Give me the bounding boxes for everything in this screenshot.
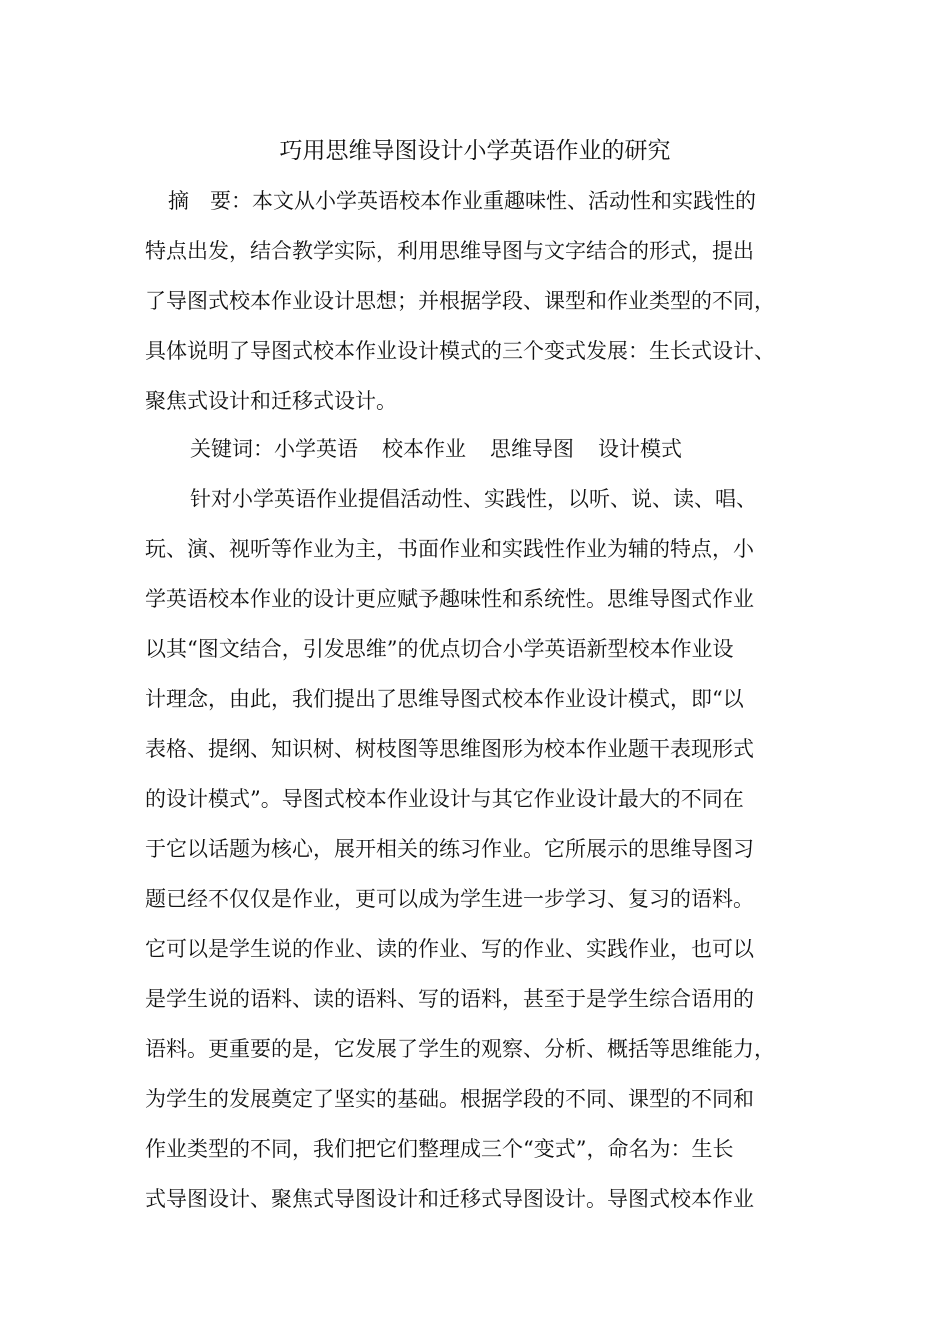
body-line: 表格、提纲、知识树、树枝图等思维图形为校本作业题干表现形式 — [145, 737, 754, 761]
body-line: 针对小学英语作业提倡活动性、实践性，以听、说、读、唱、 — [190, 487, 757, 511]
body-line: 它可以是学生说的作业、读的作业、写的作业、实践作业，也可以 — [145, 937, 754, 961]
keyword: 小学英语 — [274, 437, 358, 461]
abstract-line: 了导图式校本作业设计思想；并根据学段、课型和作业类型的不同， — [145, 289, 775, 313]
body-line: 题已经不仅仅是作业，更可以成为学生进一步学习、复习的语料。 — [145, 887, 754, 911]
abstract-line: 特点出发，结合教学实际，利用思维导图与文字结合的形式，提出 — [145, 239, 754, 263]
body-line: 语料。更重要的是，它发展了学生的观察、分析、概括等思维能力， — [145, 1037, 775, 1061]
body-line: 的设计模式”。导图式校本作业设计与其它作业设计最大的不同在 — [145, 787, 744, 811]
body-line: 玩、演、视听等作业为主，书面作业和实践性作业为辅的特点，小 — [145, 537, 754, 561]
abstract-line: 具体说明了导图式校本作业设计模式的三个变式发展：生长式设计、 — [145, 339, 775, 363]
body-line: 计理念，由此，我们提出了思维导图式校本作业设计模式，即“以 — [145, 687, 744, 711]
abstract-line: 摘 要：本文从小学英语校本作业重趣味性、活动性和实践性的 — [168, 189, 756, 213]
body-line: 为学生的发展奠定了坚实的基础。根据学段的不同、课型的不同和 — [145, 1087, 754, 1111]
keywords-line — [190, 431, 682, 467]
body-line: 是学生说的语料、读的语料、写的语料，甚至于是学生综合语用的 — [145, 987, 754, 1011]
keywords-label: 关键词： — [190, 437, 274, 461]
abstract-line: 聚焦式设计和迁移式设计。 — [145, 389, 397, 413]
body-line: 作业类型的不同，我们把它们整理成三个“变式”，命名为：生长 — [145, 1137, 734, 1161]
keyword: 思维导图 — [490, 437, 574, 461]
body-line: 于它以话题为核心，展开相关的练习作业。它所展示的思维导图习 — [145, 837, 754, 861]
document-title: 巧用思维导图设计小学英语作业的研究 — [279, 138, 671, 164]
body-line: 学英语校本作业的设计更应赋予趣味性和系统性。思维导图式作业 — [145, 587, 754, 611]
keyword: 设计模式 — [598, 437, 682, 461]
body-line: 式导图设计、聚焦式导图设计和迁移式导图设计。导图式校本作业 — [145, 1187, 754, 1211]
body-line: 以其“图文结合，引发思维”的优点切合小学英语新型校本作业设 — [145, 637, 734, 661]
keyword: 校本作业 — [382, 437, 466, 461]
